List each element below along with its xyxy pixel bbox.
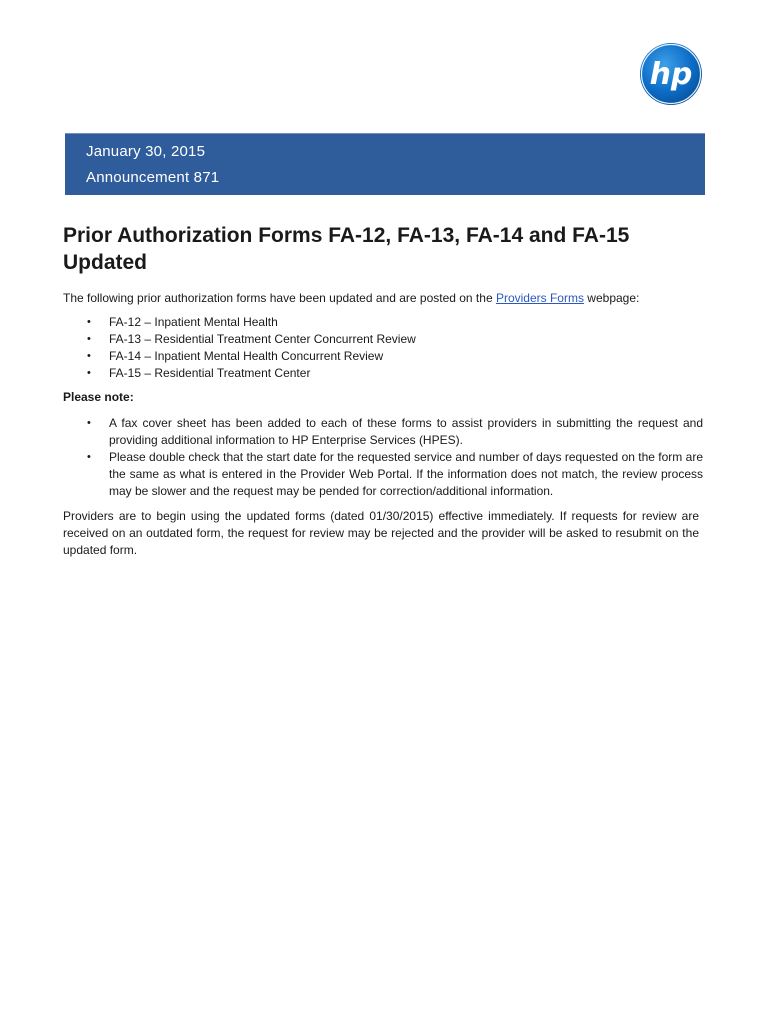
list-item: • FA-14 – Inpatient Mental Health Concurrent Review: [87, 349, 384, 363]
forms-list: [63, 314, 703, 382]
list-item: • Please double check that the start date for the requested service and number of days requested on the form are the same as what is entered in the Provider Web Portal. If the information does not match, the review process may be slower and the request may be pended for correction/additional information.: [87, 450, 703, 498]
list-item: • FA-12 – Inpatient Mental Health: [87, 315, 278, 329]
bullet-icon: •: [87, 333, 91, 345]
announcement-date: January 30, 2015: [86, 143, 206, 160]
page-title: Prior Authorization Forms FA-12, FA-13, FA-14 and FA-15 Updated: [63, 224, 630, 274]
closing-paragraph: Providers are to begin using the updated forms (dated 01/30/2015) effective immediately. If requests for review are received on an outdated form, the request for review may be rejected and the provider will be asked to resubmit on the updated form.: [63, 509, 699, 557]
bullet-icon: •: [87, 451, 91, 463]
providers-forms-link[interactable]: Providers Forms: [495, 291, 584, 305]
intro-paragraph: [63, 290, 703, 307]
bullet-icon: •: [87, 316, 91, 328]
bullet-icon: •: [87, 367, 91, 379]
list-item: • FA-15 – Residential Treatment Center: [87, 366, 311, 380]
notes-list: [63, 415, 703, 500]
intro-text-end: webpage:: [583, 291, 640, 305]
note-heading: Please note:: [63, 390, 134, 404]
hp-logo: [639, 42, 703, 106]
list-item: • FA-13 – Residential Treatment Center Concurrent Review: [87, 332, 416, 346]
hp-logo-text: hp: [649, 57, 693, 92]
bullet-icon: •: [87, 417, 91, 429]
announcement-number: Announcement 871: [86, 169, 220, 186]
intro-text: The following prior authorization forms have been updated and are posted on the: [63, 291, 496, 305]
list-item: • A fax cover sheet has been added to each of these forms to assist providers in submitting the request and providing additional information to HP Enterprise Services (HPES).: [87, 416, 703, 447]
announcement-banner: [65, 133, 705, 195]
bullet-icon: •: [87, 350, 91, 362]
